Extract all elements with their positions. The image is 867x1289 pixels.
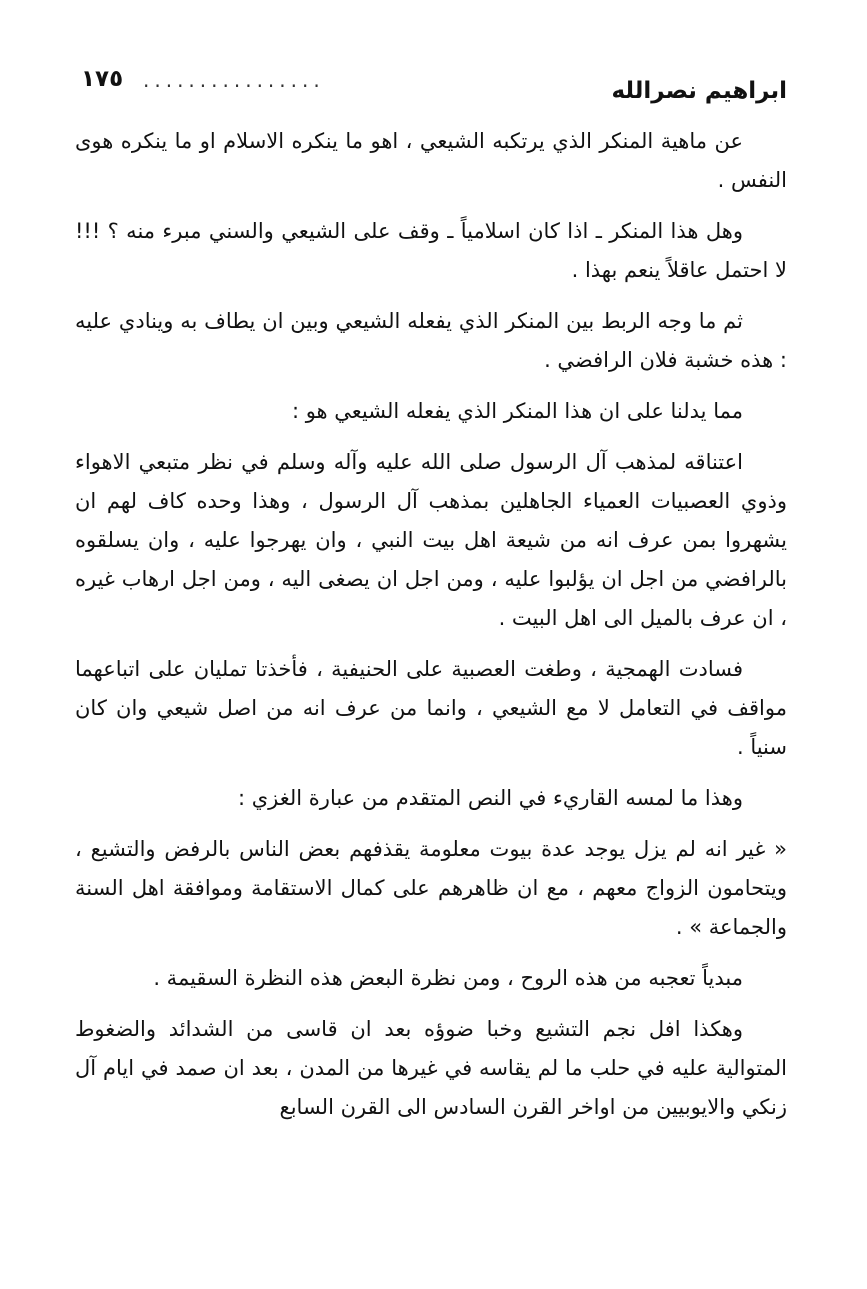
quotation-paragraph: « غير انه لم يزل يوجد عدة بيوت معلومة يقذفهم بعض الناس بالرفض والتشيع ، ويتحامون الزواج معهم ، مع ان ظاهرهم على كمال الاستقامة وموافقة اهل السنة والجماعة » . [75,837,787,939]
header-dot-leader: ................ [143,68,325,92]
page-number: ١٧٥ [81,66,124,92]
paragraph: اعتناقه لمذهب آل الرسول صلى الله عليه وآله وسلم في نظر متبعي الاهواء وذوي العصبيات العمياء الجاهلين بمذهب آل الرسول ، وهذا وحده كاف لهم ان يشهروا بمن عرف انه من شيعة اهل بيت النبي ، وان يهرجوا عليه ، وان يسلقوه بالرافضي من اجل ان يؤلبوا عليه ، ومن اجل ان يصغى اليه ، ومن اجل ارهاب غيره ، ان عرف بالميل الى اهل البيت . [75,450,787,630]
paragraph: وهذا ما لمسه القاريء في النص المتقدم من عبارة الغزي : [237,786,743,810]
paragraph: مما يدلنا على ان هذا المنكر الذي يفعله الشيعي هو : [291,399,743,423]
paragraph: وهل هذا المنكر ـ اذا كان اسلامياً ـ وقف على الشيعي والسني مبرء منه ؟ !!! لا احتمل عاقلاً ينعم بهذا . [75,219,787,282]
body-text [75,122,787,1127]
paragraph: عن ماهية المنكر الذي يرتكبه الشيعي ، اهو ما ينكره الاسلام او ما ينكره هوى النفس . [75,129,787,192]
page-header [75,64,787,114]
paragraph: ثم ما وجه الربط بين المنكر الذي يفعله الشيعي وبين ان يطاف به وينادي عليه : هذه خشبة فلان الرافضي . [75,309,787,372]
paragraph: فسادت الهمجية ، وطغت العصبية على الحنيفية ، فأخذتا تمليان على اتباعهما مواقف في التعامل لا مع الشيعي ، وانما من عرف انه من اصل شيعي وان كان سنياً . [75,657,787,759]
book-page [75,64,787,1139]
running-head-author: ابراهيم نصرالله [611,78,787,104]
paragraph: وهكذا افل نجم التشيع وخبا ضوؤه بعد ان قاسى من الشدائد والضغوط المتوالية عليه في حلب ما لم يقاسه في غيرها من المدن ، بعد ان صمد في ايام آل زنكي والايوبيين من اواخر القرن السادس الى القرن السابع [75,1017,787,1119]
paragraph: مبدياً تعجبه من هذه الروح ، ومن نظرة البعض هذه النظرة السقيمة . [153,966,743,990]
